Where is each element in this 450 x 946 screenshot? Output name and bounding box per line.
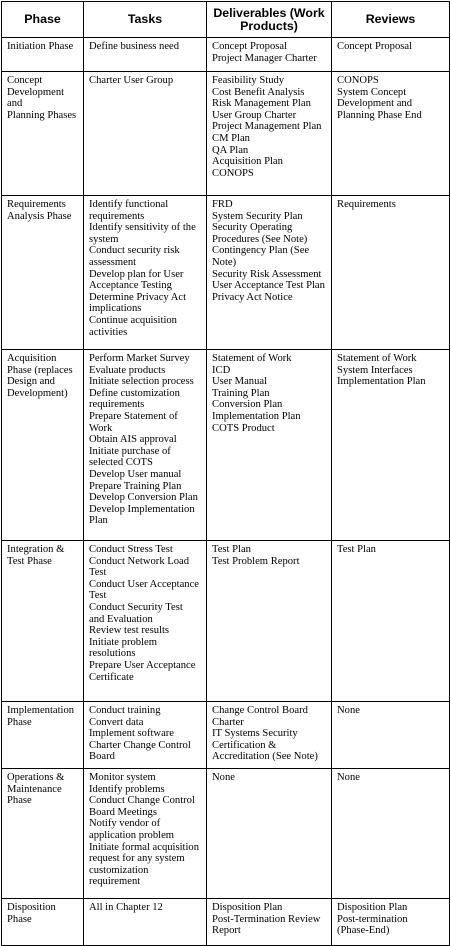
cell-line: Initiate purchase of bbox=[89, 445, 171, 457]
cell-line: Test Problem Report bbox=[212, 555, 300, 567]
cell-line: None bbox=[337, 705, 360, 716]
cell-line: Risk Management Plan bbox=[212, 98, 311, 110]
cell-line: QA Plan bbox=[212, 144, 249, 156]
cell-line: Disposition Plan bbox=[212, 902, 283, 913]
cell-line: Perform Market Survey bbox=[89, 353, 190, 364]
cell-line: Prepare Training Plan bbox=[89, 480, 182, 492]
cell-line: Continue acquisition bbox=[89, 314, 177, 326]
table-row bbox=[2, 38, 450, 72]
cell-line: Feasibility Study bbox=[212, 75, 285, 86]
cell-line: Procedures (See Note) bbox=[212, 233, 308, 245]
cell-line: Analysis Phase bbox=[7, 210, 72, 222]
cell-line: Implement software bbox=[89, 728, 175, 740]
cell-line: Acquisition bbox=[7, 353, 57, 364]
cell-line: None bbox=[212, 772, 235, 783]
tasks-cell bbox=[84, 196, 207, 350]
cell-line: Note) bbox=[212, 256, 237, 268]
cell-line: Privacy Act Notice bbox=[212, 291, 293, 303]
phase-cell bbox=[2, 38, 84, 72]
cell-line: requirements bbox=[89, 399, 145, 411]
deliverables-cell bbox=[207, 38, 332, 72]
cell-line: Initiate problem bbox=[89, 636, 157, 648]
cell-line: Phase (replaces bbox=[7, 364, 73, 376]
cell-line: Contingency Plan (See bbox=[212, 245, 310, 257]
cell-line: customization bbox=[89, 864, 149, 876]
phase-cell bbox=[2, 899, 84, 946]
cell-line: Conduct Stress Test bbox=[89, 544, 173, 555]
cell-line: CM Plan bbox=[212, 132, 250, 144]
cell-line: Conduct User Acceptance bbox=[89, 578, 200, 590]
cell-line: User Group Charter bbox=[212, 109, 297, 121]
cell-line: resolutions bbox=[89, 648, 136, 660]
cell-line: requirements bbox=[89, 210, 145, 222]
header-tasks: Tasks bbox=[84, 2, 207, 38]
cell-line: Concept Proposal bbox=[337, 41, 413, 52]
cell-line: request for any system bbox=[89, 853, 185, 865]
cell-line: system bbox=[89, 233, 119, 245]
cell-line: Planning Phase End bbox=[337, 109, 422, 121]
deliverables-cell bbox=[207, 769, 332, 899]
cell-line: Requirements bbox=[337, 199, 396, 210]
header-reviews: Reviews bbox=[332, 2, 450, 38]
cell-line: Initiate selection process bbox=[89, 376, 194, 388]
header-phase: Phase bbox=[2, 2, 84, 38]
cell-line: Operations & bbox=[7, 772, 65, 783]
cell-line: Statement of Work bbox=[337, 353, 417, 364]
cell-line: Conduct Security Test bbox=[89, 601, 183, 613]
cell-line: Phase bbox=[7, 795, 32, 807]
reviews-cell bbox=[332, 899, 450, 946]
cell-line: Convert data bbox=[89, 716, 144, 728]
cell-line: User Manual bbox=[212, 376, 268, 388]
cell-line: Develop Conversion Plan bbox=[89, 492, 198, 504]
cell-line: Concept Proposal bbox=[212, 41, 288, 52]
cell-line: application problem bbox=[89, 829, 175, 841]
cell-line: Post-termination bbox=[337, 913, 408, 925]
cell-line: All in Chapter 12 bbox=[89, 902, 163, 913]
deliverables-cell bbox=[207, 72, 332, 196]
cell-line: Requirements bbox=[7, 199, 66, 210]
cell-line: (Phase-End) bbox=[337, 925, 390, 937]
cell-line: Cost Benefit Analysis bbox=[212, 86, 305, 98]
cell-line: Develop plan for User bbox=[89, 268, 184, 280]
cell-line: Disposition Plan bbox=[337, 902, 408, 913]
cell-line: CONOPS bbox=[337, 75, 379, 86]
cell-line: Obtain AIS approval bbox=[89, 434, 177, 446]
cell-line: Security Risk Assessment bbox=[212, 268, 322, 280]
cell-line: Acquisition Plan bbox=[212, 156, 283, 168]
deliverables-cell bbox=[207, 899, 332, 946]
cell-line: Disposition bbox=[7, 902, 56, 913]
table-row bbox=[2, 702, 450, 769]
cell-line: activities bbox=[89, 326, 128, 338]
cell-line: None bbox=[337, 772, 360, 783]
phase-cell bbox=[2, 196, 84, 350]
cell-line: System Interfaces bbox=[337, 364, 413, 376]
cell-line: CONOPS bbox=[212, 167, 254, 179]
cell-line: System Security Plan bbox=[212, 210, 303, 222]
cell-line: Design and bbox=[7, 376, 55, 388]
cell-line: Conduct training bbox=[89, 705, 161, 716]
cell-line: Security Operating bbox=[212, 222, 293, 234]
cell-line: assessment bbox=[89, 256, 137, 268]
cell-line: Initiation Phase bbox=[7, 41, 74, 52]
cell-line: Charter bbox=[212, 716, 244, 728]
tasks-cell bbox=[84, 541, 207, 702]
cell-line: Training Plan bbox=[212, 387, 270, 399]
cell-line: Post-Termination Review bbox=[212, 913, 321, 925]
cell-line: Accreditation (See Note) bbox=[212, 751, 318, 763]
cell-line: Development and bbox=[7, 86, 65, 110]
cell-line: Maintenance bbox=[7, 783, 62, 795]
cell-line: Test Plan bbox=[337, 544, 376, 555]
table-row bbox=[2, 350, 450, 541]
cell-line: Planning Phases bbox=[7, 109, 77, 121]
cell-line: Project Management Plan bbox=[212, 121, 322, 133]
reviews-cell bbox=[332, 196, 450, 350]
cell-line: implications bbox=[89, 303, 142, 315]
cell-line: Board Meetings bbox=[89, 806, 157, 818]
cell-line: Project Manager Charter bbox=[212, 52, 317, 64]
cell-line: Statement of Work bbox=[212, 353, 292, 364]
tasks-cell bbox=[84, 899, 207, 946]
reviews-cell bbox=[332, 769, 450, 899]
cell-line: Determine Privacy Act bbox=[89, 291, 187, 303]
cell-line: ICD bbox=[212, 364, 231, 376]
phase-cell bbox=[2, 702, 84, 769]
cell-line: Implementation Plan bbox=[212, 410, 301, 422]
cell-line: IT Systems Security bbox=[212, 728, 298, 740]
cell-line: Development) bbox=[7, 387, 68, 399]
cell-line: Certificate bbox=[89, 671, 134, 683]
reviews-cell bbox=[332, 541, 450, 702]
cell-line: Identify functional bbox=[89, 199, 169, 210]
cell-line: Acceptance Testing bbox=[89, 280, 172, 292]
cell-line: Test bbox=[89, 567, 107, 579]
cell-line: Identify problems bbox=[89, 783, 165, 795]
cell-line: Work bbox=[89, 422, 113, 434]
cell-line: Evaluate products bbox=[89, 364, 166, 376]
phase-cell bbox=[2, 541, 84, 702]
cell-line: Change Control Board bbox=[212, 705, 308, 716]
cell-line: Charter User Group bbox=[89, 75, 174, 86]
cell-line: Review test results bbox=[89, 625, 170, 637]
cell-line: Charter Change Control bbox=[89, 739, 191, 751]
cell-line: Certification & bbox=[212, 739, 277, 751]
cell-line: Report bbox=[212, 925, 241, 937]
cell-line: Prepare Statement of bbox=[89, 410, 178, 422]
cell-line: COTS Product bbox=[212, 422, 275, 434]
deliverables-cell bbox=[207, 350, 332, 541]
cell-line: Conduct Change Control bbox=[89, 795, 195, 807]
cell-line: Implementation bbox=[7, 705, 75, 716]
cell-line: Prepare User Acceptance bbox=[89, 659, 196, 671]
cell-line: Test Plan bbox=[212, 544, 251, 555]
cell-line: Plan bbox=[89, 515, 108, 527]
header-row bbox=[2, 2, 450, 38]
sdlc-phase-table bbox=[1, 1, 450, 946]
cell-line: Development and bbox=[337, 98, 413, 110]
cell-line: FRD bbox=[212, 199, 233, 210]
tasks-cell bbox=[84, 769, 207, 899]
cell-line: requirement bbox=[89, 876, 141, 888]
cell-line: Define customization bbox=[89, 387, 180, 399]
cell-line: Concept bbox=[7, 75, 43, 86]
table-row bbox=[2, 196, 450, 350]
deliverables-cell bbox=[207, 196, 332, 350]
cell-line: System Concept bbox=[337, 86, 407, 98]
deliverables-cell bbox=[207, 541, 332, 702]
table-row bbox=[2, 899, 450, 946]
table-row bbox=[2, 769, 450, 899]
tasks-cell bbox=[84, 702, 207, 769]
cell-line: Develop User manual bbox=[89, 468, 182, 480]
cell-line: Integration & bbox=[7, 544, 65, 555]
cell-line: and Evaluation bbox=[89, 613, 153, 625]
cell-line: Monitor system bbox=[89, 772, 156, 783]
cell-line: Phase bbox=[7, 716, 32, 728]
cell-line: Board bbox=[89, 751, 115, 763]
cell-line: Develop Implementation bbox=[89, 503, 195, 515]
reviews-cell bbox=[332, 72, 450, 196]
table-row bbox=[2, 72, 450, 196]
header-deliverables: Deliverables (Work Products) bbox=[207, 2, 332, 38]
cell-line: User Acceptance Test Plan bbox=[212, 280, 325, 292]
phase-cell bbox=[2, 72, 84, 196]
tasks-cell bbox=[84, 350, 207, 541]
cell-line: Implementation Plan bbox=[337, 376, 426, 388]
table-row bbox=[2, 541, 450, 702]
cell-line: Identify sensitivity of the bbox=[89, 222, 196, 234]
phase-cell bbox=[2, 769, 84, 899]
reviews-cell bbox=[332, 702, 450, 769]
reviews-cell bbox=[332, 38, 450, 72]
phase-cell bbox=[2, 350, 84, 541]
tasks-cell bbox=[84, 38, 207, 72]
cell-line: Test Phase bbox=[7, 555, 52, 567]
cell-line: Initiate formal acquisition bbox=[89, 841, 200, 853]
cell-line: Define business need bbox=[89, 41, 180, 52]
deliverables-cell bbox=[207, 702, 332, 769]
tasks-cell bbox=[84, 72, 207, 196]
cell-line: selected COTS bbox=[89, 457, 153, 469]
cell-line: Notify vendor of bbox=[89, 818, 161, 830]
cell-line: Conversion Plan bbox=[212, 399, 283, 411]
cell-line: Phase bbox=[7, 913, 32, 925]
cell-line: Test bbox=[89, 590, 107, 602]
reviews-cell bbox=[332, 350, 450, 541]
cell-line: Conduct Network Load bbox=[89, 555, 190, 567]
cell-line: Conduct security risk bbox=[89, 245, 180, 257]
